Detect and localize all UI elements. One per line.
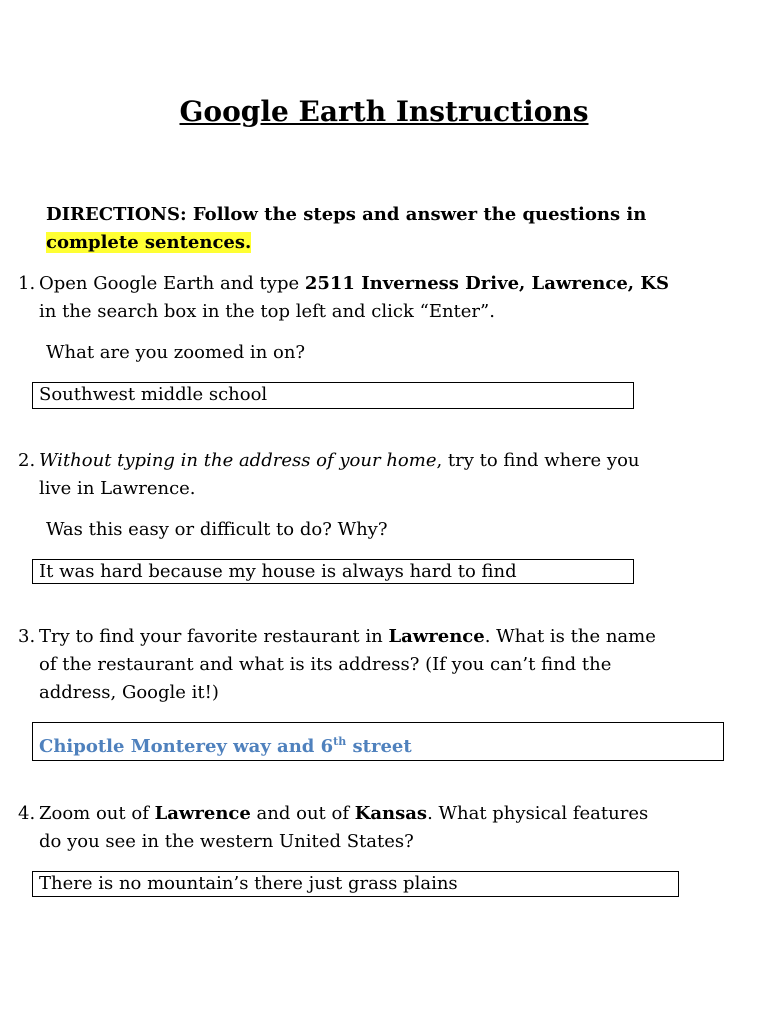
question-2-prompt: Was this easy or difficult to do? Why? [46,519,388,540]
answer-2-field[interactable]: It was hard because my house is always hard to find [32,559,634,584]
directions-line-2 [46,229,251,257]
question-3-line-1 [39,623,656,651]
question-2-number: 2. [18,450,36,471]
answer-4-field[interactable]: There is no mountain’s there just grass plains [32,871,679,897]
question-2-line-1 [39,447,640,475]
question-4-state: Kansas [354,803,428,824]
question-3-city: Lawrence [388,626,485,647]
page-title: Google Earth Instructions [179,95,589,128]
question-3-number: 3. [18,626,36,647]
question-4-text-end: . What physical features [427,803,649,824]
answer-3-field[interactable] [32,722,724,761]
question-1-text: Open Google Earth and type [39,273,305,294]
question-1-address: 2511 Inverness Drive, Lawrence, KS [304,273,669,294]
question-1-line-2: in the search box in the top left and click “Enter”. [39,301,495,322]
answer-3-text: Chipotle Monterey way and 6 [39,736,334,757]
question-2-emphasis: Without typing in the address of your home [39,450,437,471]
question-2-text: , try to find where you [436,450,640,471]
question-4-city: Lawrence [154,803,251,824]
question-4-line-2: do you see in the western United States? [39,831,414,852]
question-4-line-1 [39,800,648,828]
question-1-line-1 [39,270,669,298]
question-2-line-2: live in Lawrence. [39,478,196,499]
question-4-number: 4. [18,803,36,824]
question-4-text: Zoom out of [39,803,155,824]
question-4-text-mid: and out of [250,803,355,824]
answer-1-field[interactable]: Southwest middle school [32,382,634,409]
directions-line-1: DIRECTIONS: Follow the steps and answer the questions in [46,204,647,225]
answer-3-text-end: street [346,736,412,757]
question-3-line-3: address, Google it!) [39,682,219,703]
question-1-number: 1. [18,273,36,294]
question-3-line-2: of the restaurant and what is its address? (If you can’t find the [39,654,612,675]
answer-3-superscript: th [333,735,347,748]
question-1-prompt: What are you zoomed in on? [46,342,306,363]
question-3-text: Try to find your favorite restaurant in [39,626,389,647]
question-3-text-end: . What is the name [484,626,656,647]
highlighted-text: complete sentences. [46,232,252,253]
